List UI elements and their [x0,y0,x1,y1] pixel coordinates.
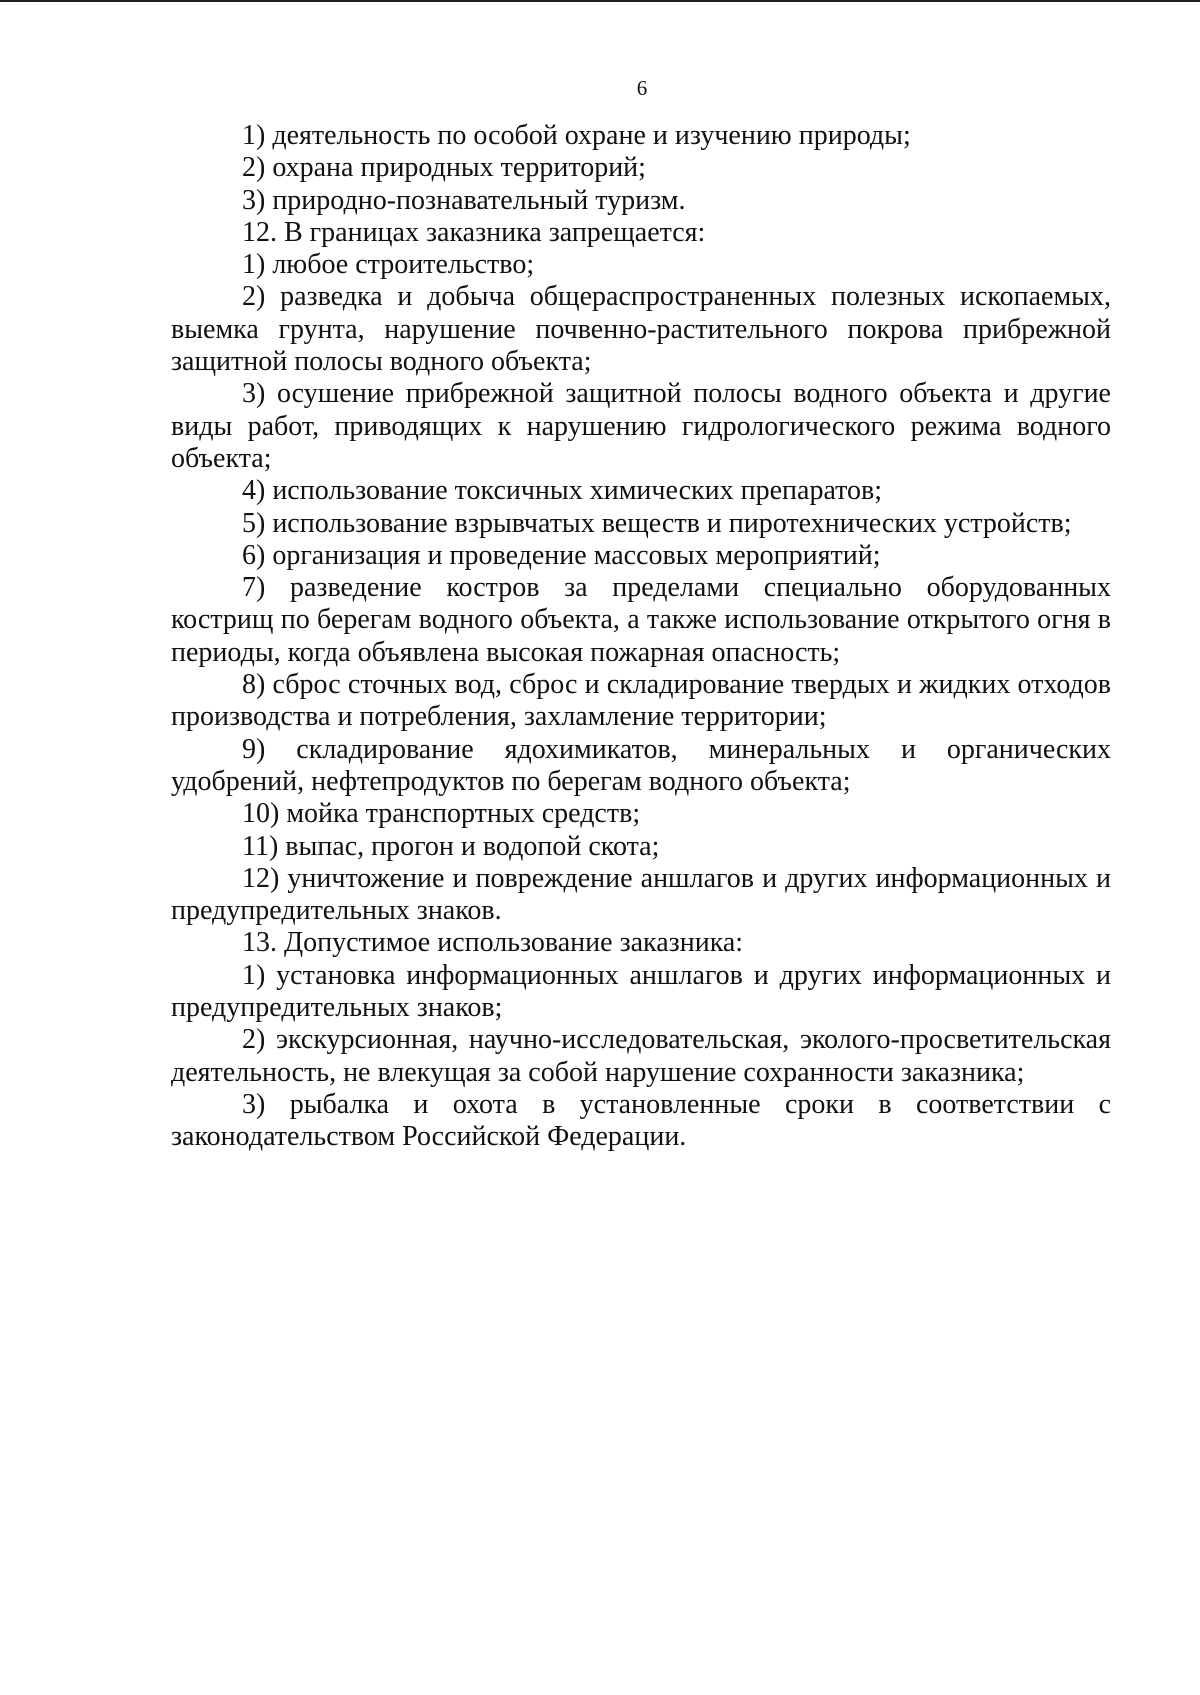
list-item: 1) любое строительство; [242,249,535,281]
list-item: 2) разведка и добыча общераспространенных полезных ископаемых, выемка грунта, нарушение почвенно-растительного покрова прибрежной защитной полосы водного объекта; [171,281,1111,378]
list-item: 5) использование взрывчатых веществ и пиротехнических устройств; [242,507,1072,539]
list-item: 2) экскурсионная, научно-исследовательская, эколого-просветительская деятельность, не влекущая за собой нарушение сохранности заказника; [171,1024,1111,1088]
scan-edge-line [0,0,1200,2]
section-heading-13: 13. Допустимое использование заказника: [242,927,744,959]
list-item: 9) складирование ядохимикатов, минеральных и органических удобрений, нефтепродуктов по берегам водного объекта; [171,733,1111,797]
list-item: 3) рыбалка и охота в установленные сроки в соответствии с законодательством Российской Федерации. [171,1088,1111,1153]
document-body [171,120,1111,1154]
list-item: 2) охрана природных территорий; [242,152,646,184]
list-item: 1) деятельность по особой охране и изучению природы; [242,120,911,151]
page-number: 6 [636,76,648,100]
list-item: 11) выпас, прогон и водопой скота; [242,830,660,862]
list-item: 6) организация и проведение массовых мероприятий; [242,539,881,571]
list-item: 1) установка информационных аншлагов и других информационных и предупредительных знаков; [171,959,1111,1024]
list-item: 10) мойка транспортных средств; [242,798,641,830]
list-item: 12) уничтожение и повреждение аншлагов и других информационных и предупредительных знаков. [171,862,1111,927]
list-item: 7) разведение костров за пределами специально оборудованных кострищ по берегам водного объекта, а также использование открытого огня в периоды, когда объявлена высокая пожарная опасность; [171,572,1111,668]
list-item: 4) использование токсичных химических препаратов; [242,475,883,507]
list-item: 3) осушение прибрежной защитной полосы водного объекта и другие виды работ, приводящих к нарушению гидрологического режима водного объекта; [171,378,1111,474]
list-item: 8) сброс сточных вод, сброс и складирование твердых и жидких отходов производства и потребления, захламление территории; [171,669,1111,733]
section-heading-12: 12. В границах заказника запрещается: [242,216,706,248]
list-item: 3) природно-познавательный туризм. [242,184,686,216]
